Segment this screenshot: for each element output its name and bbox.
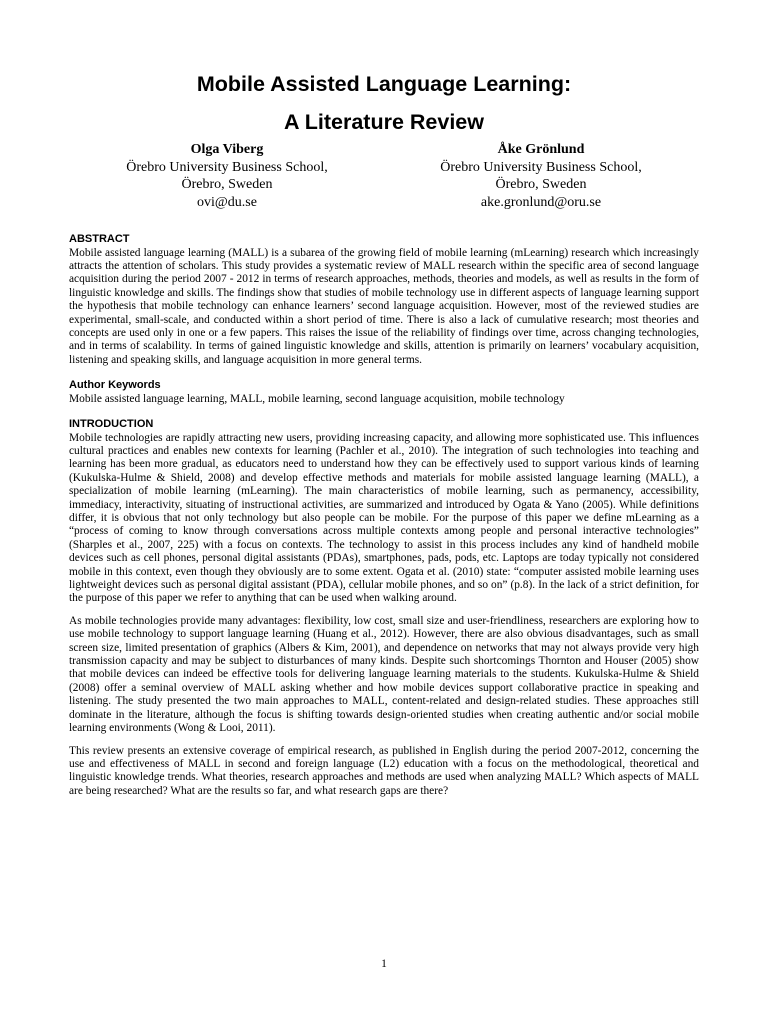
paper-body bbox=[69, 233, 699, 798]
author-email[interactable]: ovi@du.se bbox=[197, 194, 257, 210]
introduction-heading: INTRODUCTION bbox=[69, 418, 154, 431]
author-name: Olga Viberg bbox=[190, 142, 264, 157]
keywords-text: Mobile assisted language learning, MALL, mobile learning, second language acquisition, mobile technology bbox=[69, 392, 565, 405]
author-location: Örebro, Sweden bbox=[181, 177, 273, 192]
author-location: Örebro, Sweden bbox=[495, 177, 587, 192]
paper-title-line-1: Mobile Assisted Language Learning: bbox=[196, 72, 572, 96]
intro-paragraph-1: Mobile technologies are rapidly attracting new users, providing increasing capacity, and allowing more sophisticated use. This influences cultural practices and enables new contexts for learning (Pachler et al., 2010). The integration of such technologies into teaching and learning has been more gradual, as educators need to understand how they can be effectively used to support various kinds of learning (Kukulska-Hulme & Shield, 2008) and develop effective methods and materials for mobile assisted language learning (MALL), a specialization of mobile learning (mLearning). The main characteristics of mobile learning, such as permanency, accessibility, immediacy, interactivity, situating of instructional activities, are summarized and introduced by Ogata & Yano (2005). While definitions differ, it is obvious that not only technology but also people can be mobile. For the purpose of this paper we define mLearning as a “process of coming to know through conversations across multiple contexts among people and personal interactive technologies” (Sharples et al., 2007, 225) with a focus on contexts. The technology to assist in this process includes any kind of handheld mobile devices such as cell phones, personal digital assistants (PDAs), smartphones, pads, pods, etc. Laptops are today typically not considered mobile in this context, even though they obviously are to some extent. Ogata et al. (2010) state: “computer assisted mobile learning uses lightweight devices such as personal digital assistant (PDA), cellular mobile phones, and so on” (p.8). In the lack of a strict definition, for the purpose of this paper we refer to anything that can be used when walking around. bbox=[69, 431, 699, 605]
author-email[interactable]: ake.gronlund@oru.se bbox=[480, 194, 602, 210]
keywords-heading: Author Keywords bbox=[69, 379, 161, 392]
author-1 bbox=[70, 141, 384, 211]
intro-paragraph-3: This review presents an extensive coverage of empirical research, as published in English during the period 2007-2012, concerning the use and effectiveness of MALL in second and foreign language (L2) education with a focus on the methodological, theoretical and linguistic knowledge trends. What theories, research approaches and methods are used when analyzing MALL? Which aspects of MALL are being researched? What are the results so far, and what research gaps are there? bbox=[69, 744, 699, 797]
author-block bbox=[70, 141, 698, 211]
abstract-heading: ABSTRACT bbox=[69, 233, 130, 245]
author-2 bbox=[384, 141, 698, 211]
author-name: Åke Grönlund bbox=[497, 142, 585, 157]
abstract-text: Mobile assisted language learning (MALL) is a subarea of the growing field of mobile learning (mLearning) research which increasingly attracts the attention of scholars. This study provides a systematic review of MALL research within the specific area of second language acquisition during the period 2007 - 2012 in terms of research approaches, methods, theories and models, as well as results in the form of linguistic knowledge and skills. The findings show that studies of mobile technology use in different aspects of language learning support the hypothesis that mobile technology can enhance learners’ second language acquisition. However, most of the reviewed studies are experimental, small-scale, and conducted within a short period of time. There is also a lack of cumulative research; most theories and concepts are used only in one or a few papers. This raises the issue of the reliability of findings over time, across changing technologies, and in terms of scalability. In terms of gained linguistic knowledge and skills, attention is primarily on learners’ vocabulary acquisition, listening and speaking skills, and language acquisition in more general terms. bbox=[69, 246, 699, 366]
author-affiliation: Örebro University Business School, bbox=[126, 159, 328, 175]
paper-title-line-2: A Literature Review bbox=[284, 110, 484, 134]
intro-paragraph-2: As mobile technologies provide many advantages: flexibility, low cost, small size and user-friendliness, researchers are exploring how to use mobile technology to support language learning (Huang et al., 2012). However, there are also obvious disadvantages, such as small screen size, limited presentation of graphics (Albers & Kim, 2001), and dependence on networks that may not always provide very high transmission capacity and may be subject to disturbances of many kinds. Despite such shortcomings Thornton and Houser (2005) show that mobile devices can indeed be effective tools for delivering language learning materials to the students. Kukulska-Hulme & Shield (2008) offer a seminal overview of MALL asking whether and how mobile devices support collaborative practice in speaking and listening. The study presented the two main approaches to MALL, content-related and design-related studies. These approaches still dominate in the literature, although the focus is shifting towards design-oriented studies when creating authentic and/or social mobile learning environments (Wong & Looi, 2011). bbox=[69, 614, 699, 735]
page-number: 1 bbox=[381, 958, 387, 970]
author-affiliation: Örebro University Business School, bbox=[440, 159, 642, 175]
